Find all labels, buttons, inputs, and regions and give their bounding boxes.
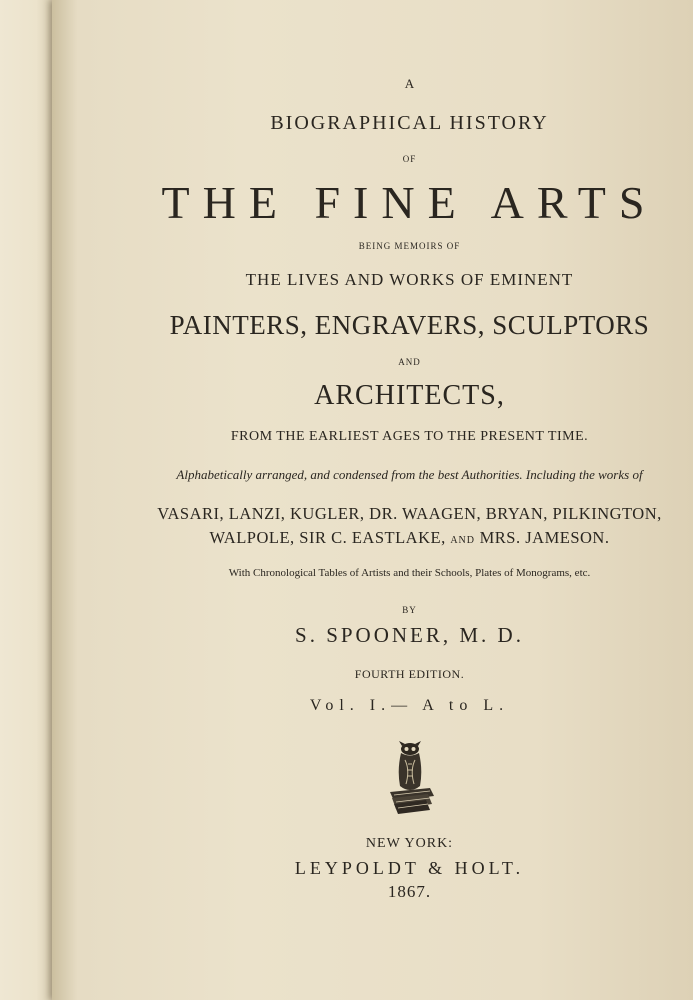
subtitle-professions: PAINTERS, ENGRAVERS, SCULPTORS — [169, 310, 650, 340]
period-line: FROM THE EARLIEST AGES TO THE PRESENT TIME. — [230, 429, 589, 444]
owl-on-books-icon — [382, 740, 438, 820]
title-article: A — [404, 76, 415, 91]
arrangement-note: Alphabetically arranged, and condensed from the best Authorities. Including the works of — [176, 467, 643, 482]
author-name: S. SPOONER, M. D. — [295, 623, 524, 647]
title-page — [52, 0, 693, 1000]
authorities-line-2-and: AND — [450, 535, 475, 546]
authorities-line-2-part-b: MRS. JAMESON. — [479, 528, 610, 547]
subtitle-architects: ARCHITECTS, — [314, 380, 505, 411]
authorities-line-2 — [104, 528, 693, 548]
main-title: THE FINE ARTS — [161, 177, 658, 228]
title-of: OF — [402, 154, 417, 164]
by-line: BY — [402, 605, 417, 615]
subtitle-and: AND — [398, 357, 421, 367]
edition: FOURTH EDITION. — [354, 667, 465, 681]
volume-label: Vol. I.— A to L. — [309, 697, 510, 714]
authorities-line-2-part-a: WALPOLE, SIR C. EASTLAKE, — [209, 528, 446, 547]
publisher-city: NEW YORK: — [365, 836, 454, 851]
title-page-text — [104, 0, 693, 1000]
subtitle-lives: THE LIVES AND WORKS OF EMINENT — [245, 270, 574, 289]
contents-note: With Chronological Tables of Artists and their Schools, Plates of Monograms, etc. — [228, 567, 591, 579]
publisher-name: LEYPOLDT & HOLT. — [294, 858, 525, 878]
authorities-line-1: VASARI, LANZI, KUGLER, DR. WAAGEN, BRYAN, PILKINGTON, — [157, 504, 662, 523]
title-line-biographical-history: BIOGRAPHICAL HISTORY — [270, 112, 549, 134]
subtitle-being: BEING MEMOIRS OF — [358, 241, 461, 251]
publication-year: 1867. — [387, 882, 432, 901]
